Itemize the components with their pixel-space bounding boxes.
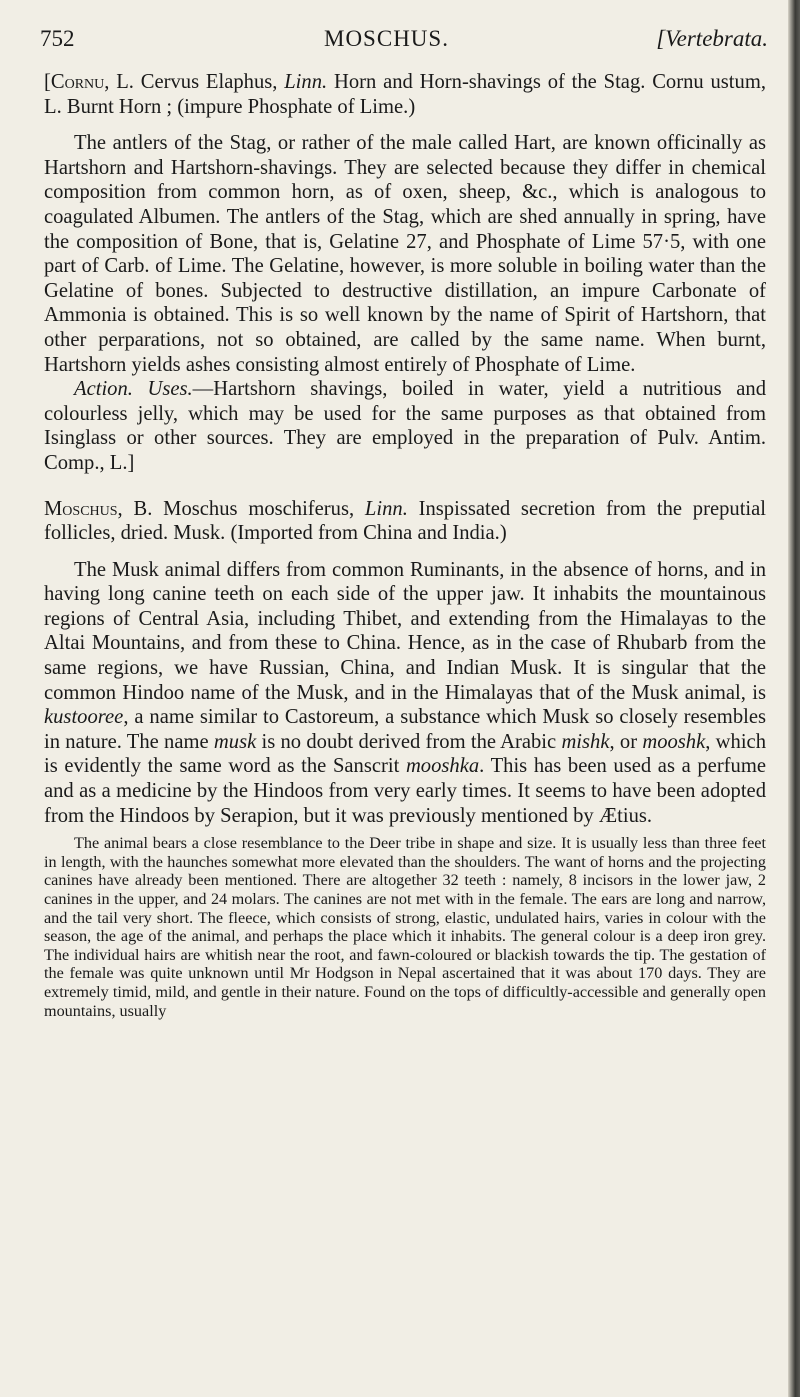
term-kustooree: kustooree <box>44 706 124 729</box>
action-label: Action. Uses. <box>74 378 193 401</box>
cornu-paragraph: The antlers of the Stag, or rather of the male called Hart, are known officinally as Hartshorn and Hartshorn-shavings. They are selected because they differ in chemical composition from common horn, as of oxen, sheep, &c., which is analogous to coagulated Albumen. The antlers of the Stag, which are shed annually in spring, have the composition of Bone, that is, Gelatine 27, and Phosphate of Lime 57·5, with one part of Carb. of Lime. The Gelatine, however, is more soluble in boiling water than the Gelatine of bones. Subjected to destructive distillation, an impure Carbonate of Ammonia is obtained. This is so well known by the name of Spirit of Hartshorn, that other perparations, not so obtained, are called by the same name. When burnt, Hartshorn yields ashes consisting almost entirely of Phosphate of Lime. <box>44 132 766 376</box>
species-name: Cervus Elaphus, <box>133 71 285 93</box>
authority: Linn. <box>364 497 408 520</box>
term-mishk: mishk <box>561 730 610 753</box>
entry-name: Cornu, L. <box>50 71 134 93</box>
entry-name: Moschus, B. <box>44 497 153 520</box>
page-number: 752 <box>40 26 75 51</box>
section-title: [Vertebrata. <box>656 26 768 51</box>
species-name: Moschus moschiferus, <box>152 497 365 520</box>
moschus-entry-heading <box>44 497 766 546</box>
page-edge-shadow <box>788 0 800 1397</box>
cornu-entry-heading <box>44 70 766 119</box>
moschus-paragraph: The Musk animal differs from common Ruminants, in the absence of horns, and in having long canine teeth on each side of the upper jaw. It inhabits the mountainous regions of Central Asia, including Thibet, and extending from the Himalayas to the Altai Mountains, and from these to China. Hence, as in the case of Rhubarb from the same regions, we have Russian, China, and Indian Musk. It is singular that the common Hindoo name of the Musk, and in the Himalayas that of the Musk animal, is kustooree, a name similar to Castoreum, a substance which Musk so closely resembles in nature. The name musk is no doubt derived from the Arabic mishk, or mooshk, which is evidently the same word as the Sanscrit mooshka. This has been used as a perfume and as a medicine by the Hindoos from very early times. It seems to have been adopted from the Hindoos by Serapion, but it was previously mentioned by Ætius. <box>44 558 766 827</box>
small-print-paragraph: The animal bears a close resemblance to the Deer tribe in shape and size. It is usually less than three feet in length, with the haunches somewhat more elevated than the shoulders. The want of horns and the projecting canines have already been mentioned. There are altogether 32 teeth : namely, 8 incisors in the lower jaw, 2 canines in the upper, and 24 molars. The canines are not met with in the female. The ears are long and narrow, and the tail very short. The fleece, which consists of strong, elastic, undulated hairs, varies in colour with the season, the age of the animal, and perhaps the place which it inhabits. The general colour is a deep iron grey. The individual hairs are whitish near the root, and fawn-coloured or blackish towards the tip. The gestation of the female was quite unknown until Mr Hodgson in Nepal ascertained that it was about 170 days. They are extremely timid, mild, and gentle in their nature. Found on the tops of difficultly-accessible and generally open mountains, usually <box>44 834 766 1020</box>
bracket: [ <box>44 71 51 93</box>
running-head: MOSCHUS. <box>324 26 449 51</box>
authority: Linn. <box>284 71 328 93</box>
entry-description: Inspissated secretion from the preputial follicles, dried. Musk. (Imported from China and India.) <box>44 497 767 545</box>
small-print-block <box>44 834 766 1020</box>
body-text <box>44 70 766 1020</box>
cornu-action-paragraph <box>44 377 766 475</box>
entry-description: Horn and Horn-shavings of the Stag. Cornu ustum, L. Burnt Horn ; (impure Phosphate of Lime.) <box>44 71 766 118</box>
term-mooshk: mooshk <box>642 730 706 753</box>
term-mooshka: mooshka <box>405 755 480 778</box>
action-text: —Hartshorn shavings, boiled in water, yield a nutritious and colourless jelly, which may be used for the same purposes as that obtained from Isinglass or other sources. They are employed in the preparation of Pulv. Antim. Comp., L.] <box>44 378 766 474</box>
page-header <box>40 26 768 60</box>
term-musk: musk <box>213 730 257 753</box>
